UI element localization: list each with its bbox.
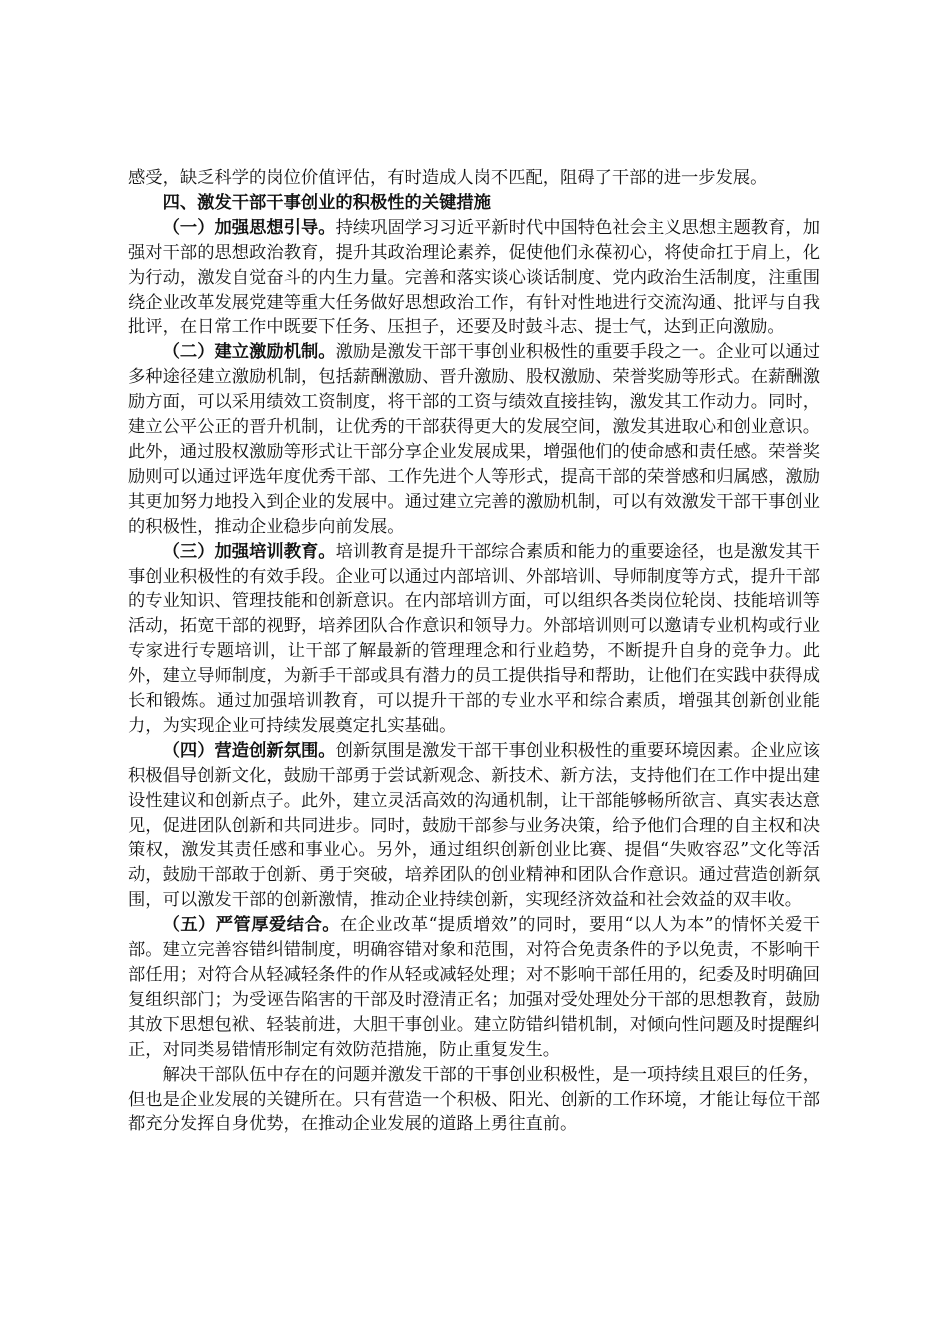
- measure-2-body: 激励是激发干部干事创业积极性的重要手段之一。企业可以通过多种途径建立激励机制，包括薪酬激励、晋升激励、股权激励、荣誉奖励等形式。在薪酬激励方面，可以采用绩效工资制度，将干部的工资与绩效直接挂钩，激发其工作动力。同时，建立公平公正的晋升机制，让优秀的干部获得更大的发展空间，激发其进取心和创业意识。此外，通过股权激励等形式让干部分享企业发展成果，增强他们的使命感和责任感。荣誉奖励则可以通过评选年度优秀干部、工作先进个人等形式，提高干部的荣誉感和归属感，激励其更加努力地投入到企业的发展中。通过建立完善的激励机制，可以有效激发干部干事创业的积极性，推动企业稳步向前发展。: [128, 342, 820, 537]
- measure-4-body: 创新氛围是激发干部干事创业积极性的重要环境因素。企业应该积极倡导创新文化，鼓励干部勇于尝试新观念、新技术、新方法，支持他们在工作中提出建设性建议和创新点子。此外，建立灵活高效的沟通机制，让干部能够畅所欲言、真实表达意见，促进团队创新和共同进步。同时，鼓励干部参与业务决策，给予他们合理的自主权和决策权，激发其责任感和事业心。另外，通过组织创新创业比赛、提倡“失败容忍”文化等活动，鼓励干部敢于创新、勇于突破，培养团队的创业精神和团队合作意识。通过营造创新氛围，可以激发干部的创新激情，推动企业持续创新，实现经济效益和社会效益的双丰收。: [128, 740, 820, 911]
- measure-paragraph-4: [128, 739, 820, 913]
- measure-1-body: 持续巩固学习习近平新时代中国特色社会主义思想主题教育，加强对干部的思想政治教育，提升其政治理论素养，促使他们永葆初心，将使命扛于肩上，化为行动，激发自觉奋斗的内生力量。完善和落实谈心谈话制度、党内政治生活制度，注重围绕企业改革发展党建等重大任务做好思想政治工作，有针对性地进行交流沟通、批评与自我批评，在日常工作中既要下任务、压担子，还要及时鼓斗志、提士气，达到正向激励。: [128, 217, 820, 338]
- measure-5-body: 在企业改革“提质增效”的同时，要用“以人为本”的情怀关爱干部。建立完善容错纠错制度，明确容错对象和范围，对符合免责条件的予以免责，不影响干部任用；对符合从轻减轻条件的作从轻或减轻处理；对不影响干部任用的，纪委及时明确回复组织部门；为受诬告陷害的干部及时澄清正名；加强对受处理处分干部的思想教育，鼓励其放下思想包袱、轻装前进，大胆干事创业。建立防错纠错机制，对倾向性问题及时提醒纠正，对同类易错情形制定有效防范措施，防止重复发生。: [128, 915, 820, 1060]
- conclusion-paragraph: 解决干部队伍中存在的问题并激发干部的干事创业积极性，是一项持续且艰巨的任务，但也是企业发展的关键所在。只有营造一个积极、阳光、创新的工作环境，才能让每位干部都充分发挥自身优势，在推动企业发展的道路上勇往直前。: [128, 1064, 820, 1135]
- section-heading: 四、激发干部干事创业的积极性的关键措施: [162, 192, 491, 213]
- measure-1-title: （一）加强思想引导。: [162, 217, 336, 238]
- continuation-paragraph: 感受，缺乏科学的岗位价值评估，有时造成人岗不匹配，阻碍了干部的进一步发展。: [128, 168, 768, 188]
- measure-paragraph-1: [128, 216, 820, 341]
- measure-4-title: （四）营造创新氛围。: [162, 740, 336, 761]
- measure-5-title: （五）严管厚爱结合。: [162, 915, 340, 936]
- measure-paragraph-3: [128, 540, 820, 739]
- measure-paragraph-2: [128, 340, 820, 539]
- measure-3-title: （三）加强培训教育。: [162, 541, 336, 562]
- document-page: [128, 166, 820, 1137]
- measure-3-body: 培训教育是提升干部综合素质和能力的重要途径，也是激发其干事创业积极性的有效手段。企业可以通过内部培训、外部培训、导师制度等方式，提升干部的专业知识、管理技能和创新意识。在内部培训方面，可以组织各类岗位轮岗、技能培训等活动，拓宽干部的视野，培养团队合作意识和领导力。外部培训则可以邀请专业机构或行业专家进行专题培训，让干部了解最新的管理理念和行业趋势，不断提升自身的竞争力。此外，建立导师制度，为新手干部或具有潜力的员工提供指导和帮助，让他们在实践中获得成长和锻炼。通过加强培训教育，可以提升干部的专业水平和综合素质，增强其创新创业能力，为实现企业可持续发展奠定扎实基础。: [128, 541, 820, 736]
- measure-paragraph-5: [128, 913, 820, 1062]
- measure-2-title: （二）建立激励机制。: [162, 342, 336, 363]
